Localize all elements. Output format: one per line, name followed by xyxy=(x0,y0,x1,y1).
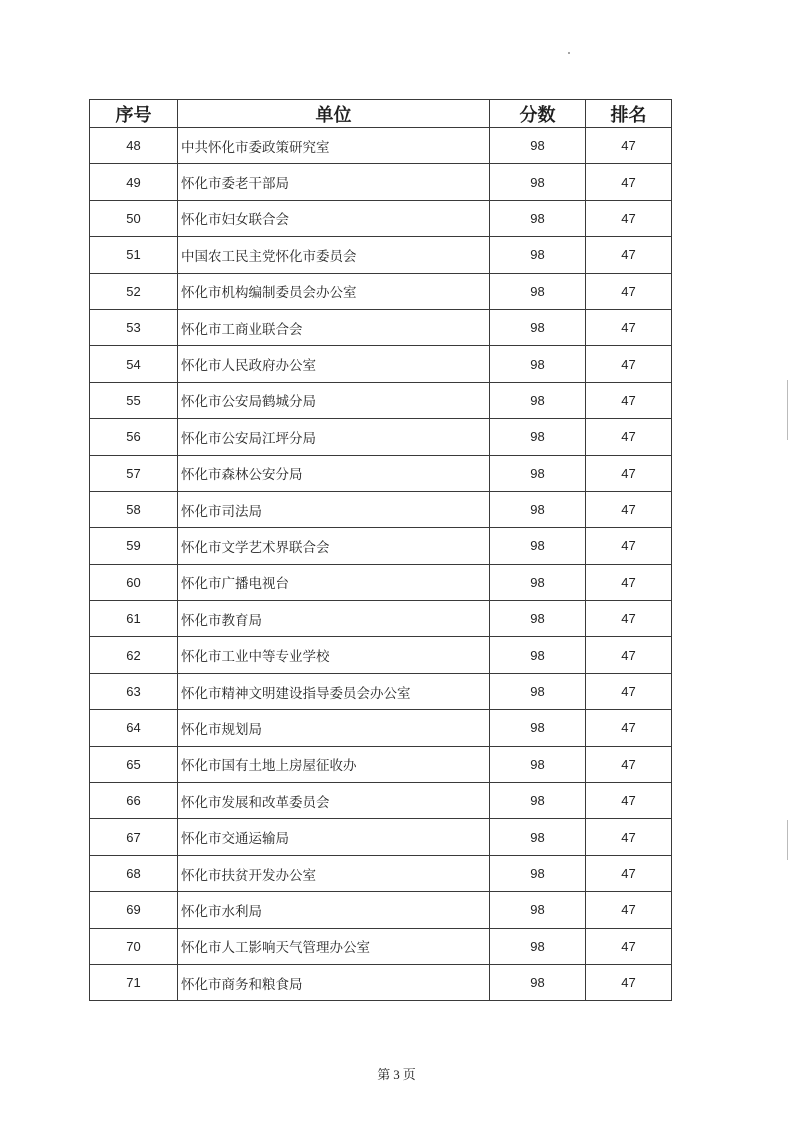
cell-unit: 怀化市教育局 xyxy=(178,601,490,637)
cell-rank: 47 xyxy=(586,237,672,273)
cell-score: 98 xyxy=(490,455,586,491)
cell-unit: 怀化市司法局 xyxy=(178,491,490,527)
header-number: 序号 xyxy=(90,100,178,128)
cell-rank: 47 xyxy=(586,564,672,600)
cell-score: 98 xyxy=(490,491,586,527)
header-score: 分数 xyxy=(490,100,586,128)
cell-score: 98 xyxy=(490,200,586,236)
cell-rank: 47 xyxy=(586,455,672,491)
cell-number: 67 xyxy=(90,819,178,855)
cell-rank: 47 xyxy=(586,637,672,673)
cell-score: 98 xyxy=(490,892,586,928)
cell-rank: 47 xyxy=(586,273,672,309)
cell-number: 71 xyxy=(90,964,178,1000)
table-row xyxy=(90,673,672,709)
cell-number: 58 xyxy=(90,491,178,527)
cell-score: 98 xyxy=(490,964,586,1000)
table-row xyxy=(90,783,672,819)
page-number: 3 xyxy=(393,1067,400,1082)
footer-suffix: 页 xyxy=(402,1068,416,1083)
cell-score: 98 xyxy=(490,637,586,673)
cell-rank: 47 xyxy=(586,892,672,928)
cell-rank: 47 xyxy=(586,128,672,164)
cell-score: 98 xyxy=(490,528,586,564)
cell-score: 98 xyxy=(490,346,586,382)
cell-number: 68 xyxy=(90,855,178,891)
cell-score: 98 xyxy=(490,928,586,964)
cell-number: 51 xyxy=(90,237,178,273)
cell-rank: 47 xyxy=(586,419,672,455)
cell-unit: 怀化市国有土地上房屋征收办 xyxy=(178,746,490,782)
cell-score: 98 xyxy=(490,855,586,891)
cell-number: 50 xyxy=(90,200,178,236)
cell-number: 49 xyxy=(90,164,178,200)
cell-unit: 中国农工民主党怀化市委员会 xyxy=(178,237,490,273)
table-row xyxy=(90,964,672,1000)
cell-rank: 47 xyxy=(586,819,672,855)
cell-number: 61 xyxy=(90,601,178,637)
table-row xyxy=(90,309,672,345)
cell-score: 98 xyxy=(490,382,586,418)
cell-number: 52 xyxy=(90,273,178,309)
table-header xyxy=(90,100,672,128)
page-footer xyxy=(0,1064,793,1083)
cell-number: 56 xyxy=(90,419,178,455)
cell-number: 53 xyxy=(90,309,178,345)
table-row xyxy=(90,273,672,309)
cell-rank: 47 xyxy=(586,783,672,819)
cell-unit: 怀化市机构编制委员会办公室 xyxy=(178,273,490,309)
cell-unit: 怀化市妇女联合会 xyxy=(178,200,490,236)
scan-edge-mark xyxy=(787,820,788,860)
cell-number: 60 xyxy=(90,564,178,600)
cell-score: 98 xyxy=(490,309,586,345)
cell-rank: 47 xyxy=(586,382,672,418)
cell-unit: 怀化市规划局 xyxy=(178,710,490,746)
cell-number: 70 xyxy=(90,928,178,964)
cell-unit: 怀化市工商业联合会 xyxy=(178,309,490,345)
cell-rank: 47 xyxy=(586,601,672,637)
cell-number: 64 xyxy=(90,710,178,746)
cell-unit: 怀化市人工影响天气管理办公室 xyxy=(178,928,490,964)
cell-score: 98 xyxy=(490,601,586,637)
table-row xyxy=(90,164,672,200)
cell-rank: 47 xyxy=(586,491,672,527)
cell-rank: 47 xyxy=(586,673,672,709)
cell-number: 59 xyxy=(90,528,178,564)
cell-number: 63 xyxy=(90,673,178,709)
table-row xyxy=(90,637,672,673)
cell-unit: 怀化市公安局江坪分局 xyxy=(178,419,490,455)
table-row xyxy=(90,455,672,491)
cell-unit: 怀化市工业中等专业学校 xyxy=(178,637,490,673)
cell-number: 69 xyxy=(90,892,178,928)
cell-rank: 47 xyxy=(586,528,672,564)
table-row xyxy=(90,928,672,964)
cell-number: 54 xyxy=(90,346,178,382)
cell-rank: 47 xyxy=(586,855,672,891)
cell-number: 62 xyxy=(90,637,178,673)
cell-rank: 47 xyxy=(586,200,672,236)
table-row xyxy=(90,128,672,164)
table-row xyxy=(90,855,672,891)
cell-score: 98 xyxy=(490,419,586,455)
cell-unit: 怀化市广播电视台 xyxy=(178,564,490,600)
cell-unit: 怀化市交通运输局 xyxy=(178,819,490,855)
table-row xyxy=(90,746,672,782)
cell-score: 98 xyxy=(490,273,586,309)
cell-number: 55 xyxy=(90,382,178,418)
header-unit: 单位 xyxy=(178,100,490,128)
cell-rank: 47 xyxy=(586,710,672,746)
cell-unit: 怀化市文学艺术界联合会 xyxy=(178,528,490,564)
cell-score: 98 xyxy=(490,746,586,782)
cell-number: 65 xyxy=(90,746,178,782)
cell-rank: 47 xyxy=(586,346,672,382)
table-row xyxy=(90,382,672,418)
table-row xyxy=(90,528,672,564)
scan-speck xyxy=(568,52,570,54)
cell-score: 98 xyxy=(490,783,586,819)
cell-unit: 怀化市人民政府办公室 xyxy=(178,346,490,382)
table-row xyxy=(90,892,672,928)
cell-rank: 47 xyxy=(586,309,672,345)
cell-score: 98 xyxy=(490,564,586,600)
cell-score: 98 xyxy=(490,819,586,855)
cell-score: 98 xyxy=(490,164,586,200)
cell-score: 98 xyxy=(490,673,586,709)
cell-number: 66 xyxy=(90,783,178,819)
table-row xyxy=(90,419,672,455)
table-row xyxy=(90,346,672,382)
cell-rank: 47 xyxy=(586,964,672,1000)
cell-rank: 47 xyxy=(586,928,672,964)
table-row xyxy=(90,491,672,527)
header-row xyxy=(90,100,672,128)
cell-score: 98 xyxy=(490,710,586,746)
cell-unit: 怀化市商务和粮食局 xyxy=(178,964,490,1000)
table-row xyxy=(90,819,672,855)
table-body xyxy=(90,128,672,1001)
cell-unit: 怀化市委老干部局 xyxy=(178,164,490,200)
footer-prefix: 第 xyxy=(377,1068,391,1083)
cell-rank: 47 xyxy=(586,164,672,200)
cell-unit: 怀化市精神文明建设指导委员会办公室 xyxy=(178,673,490,709)
table-row xyxy=(90,237,672,273)
table-row xyxy=(90,601,672,637)
header-rank: 排名 xyxy=(586,100,672,128)
cell-unit: 怀化市发展和改革委员会 xyxy=(178,783,490,819)
cell-number: 48 xyxy=(90,128,178,164)
cell-unit: 怀化市扶贫开发办公室 xyxy=(178,855,490,891)
cell-number: 57 xyxy=(90,455,178,491)
cell-score: 98 xyxy=(490,128,586,164)
ranking-table xyxy=(89,99,672,1001)
table-row xyxy=(90,200,672,236)
cell-score: 98 xyxy=(490,237,586,273)
table-row xyxy=(90,710,672,746)
table-row xyxy=(90,564,672,600)
cell-unit: 怀化市公安局鹤城分局 xyxy=(178,382,490,418)
scan-edge-mark xyxy=(787,380,788,440)
cell-rank: 47 xyxy=(586,746,672,782)
cell-unit: 中共怀化市委政策研究室 xyxy=(178,128,490,164)
cell-unit: 怀化市水利局 xyxy=(178,892,490,928)
cell-unit: 怀化市森林公安分局 xyxy=(178,455,490,491)
